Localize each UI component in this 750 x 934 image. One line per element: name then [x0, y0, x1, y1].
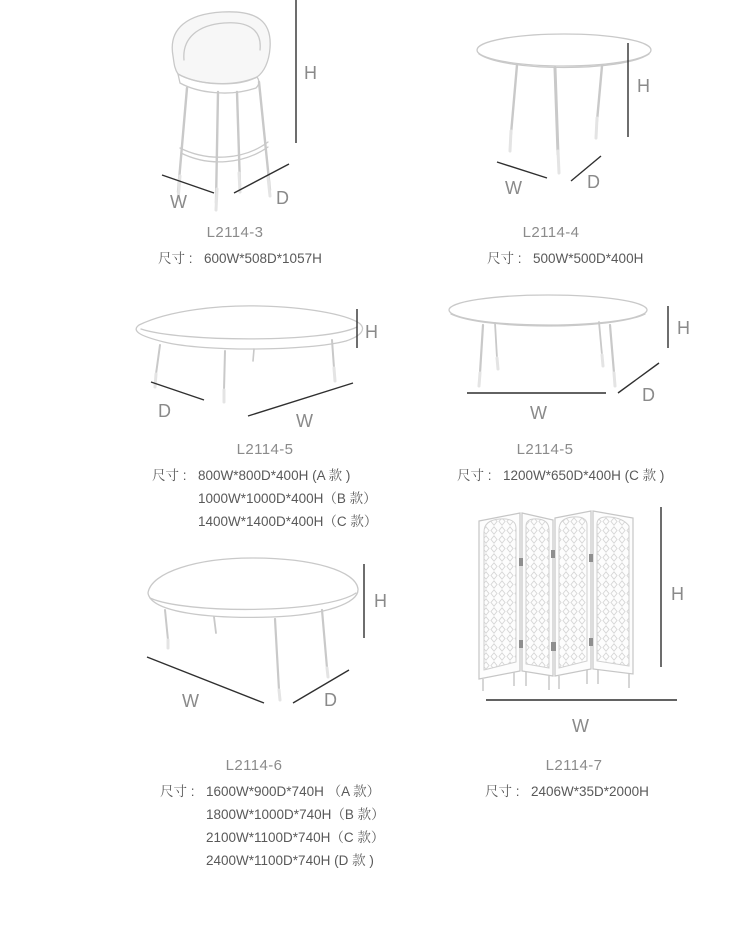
depth-label: D [276, 188, 289, 208]
depth-label: D [587, 172, 600, 192]
size-value: 600W*508D*1057H [204, 251, 322, 266]
size-value: 1800W*1000D*740H（B 款） [206, 807, 385, 822]
size-value: 1200W*650D*400H (C 款 ) [503, 468, 665, 483]
size-prefix: 尺寸 : [152, 468, 187, 483]
height-label: H [365, 322, 378, 342]
oval-dining-table-drawing [130, 540, 400, 730]
size-value: 2406W*35D*2000H [531, 784, 649, 799]
size-prefix: 尺寸 : [158, 251, 193, 266]
oval-coffee-table-drawing [440, 285, 700, 425]
width-label: W [182, 691, 199, 711]
product-sizes [152, 464, 377, 533]
depth-dimension-line [151, 382, 204, 400]
product-code: L2114-6 [225, 757, 283, 774]
product-sizes [160, 780, 385, 872]
product-sizes [158, 247, 322, 270]
height-label: H [304, 63, 317, 83]
product-sizes [485, 780, 649, 803]
depth-label: D [324, 690, 337, 710]
depth-label: D [158, 401, 171, 421]
folding-screen-drawing [450, 490, 700, 740]
size-value: 2100W*1100D*740H（C 款） [206, 830, 385, 845]
size-value: 800W*800D*400H (A 款 ) [198, 468, 351, 483]
depth-dimension-line [293, 670, 349, 703]
height-label: H [374, 591, 387, 611]
round-side-table-drawing [460, 20, 680, 200]
width-label: W [296, 411, 313, 430]
product-code: L2114-7 [545, 757, 603, 774]
height-label: H [637, 76, 650, 96]
height-label: H [671, 584, 684, 604]
size-prefix: 尺寸 : [457, 468, 492, 483]
size-value: 1000W*1000D*400H（B 款） [198, 491, 377, 506]
width-label: W [572, 716, 589, 736]
size-value: 1400W*1400D*400H（C 款） [198, 514, 378, 529]
bar-chair-drawing [140, 0, 340, 215]
product-sizes [457, 464, 664, 487]
size-value: 2400W*1100D*740H (D 款 ) [206, 853, 374, 868]
width-label: W [170, 192, 187, 212]
width-label: W [530, 403, 547, 423]
product-code: L2114-3 [206, 224, 264, 241]
product-code: L2114-5 [236, 441, 294, 458]
square-coffee-table-drawing [120, 290, 390, 430]
product-sizes [487, 247, 643, 270]
size-prefix: 尺寸 : [487, 251, 522, 266]
size-value: 500W*500D*400H [533, 251, 644, 266]
product-code: L2114-5 [516, 441, 574, 458]
width-label: W [505, 178, 522, 198]
height-label: H [677, 318, 690, 338]
width-dimension-line [162, 175, 214, 193]
size-prefix: 尺寸 : [160, 784, 195, 799]
depth-label: D [642, 385, 655, 405]
product-code: L2114-4 [522, 224, 580, 241]
size-prefix: 尺寸 : [485, 784, 520, 799]
width-dimension-line [497, 162, 547, 178]
width-dimension-line [147, 657, 264, 703]
size-value: 1600W*900D*740H （A 款） [206, 784, 381, 799]
